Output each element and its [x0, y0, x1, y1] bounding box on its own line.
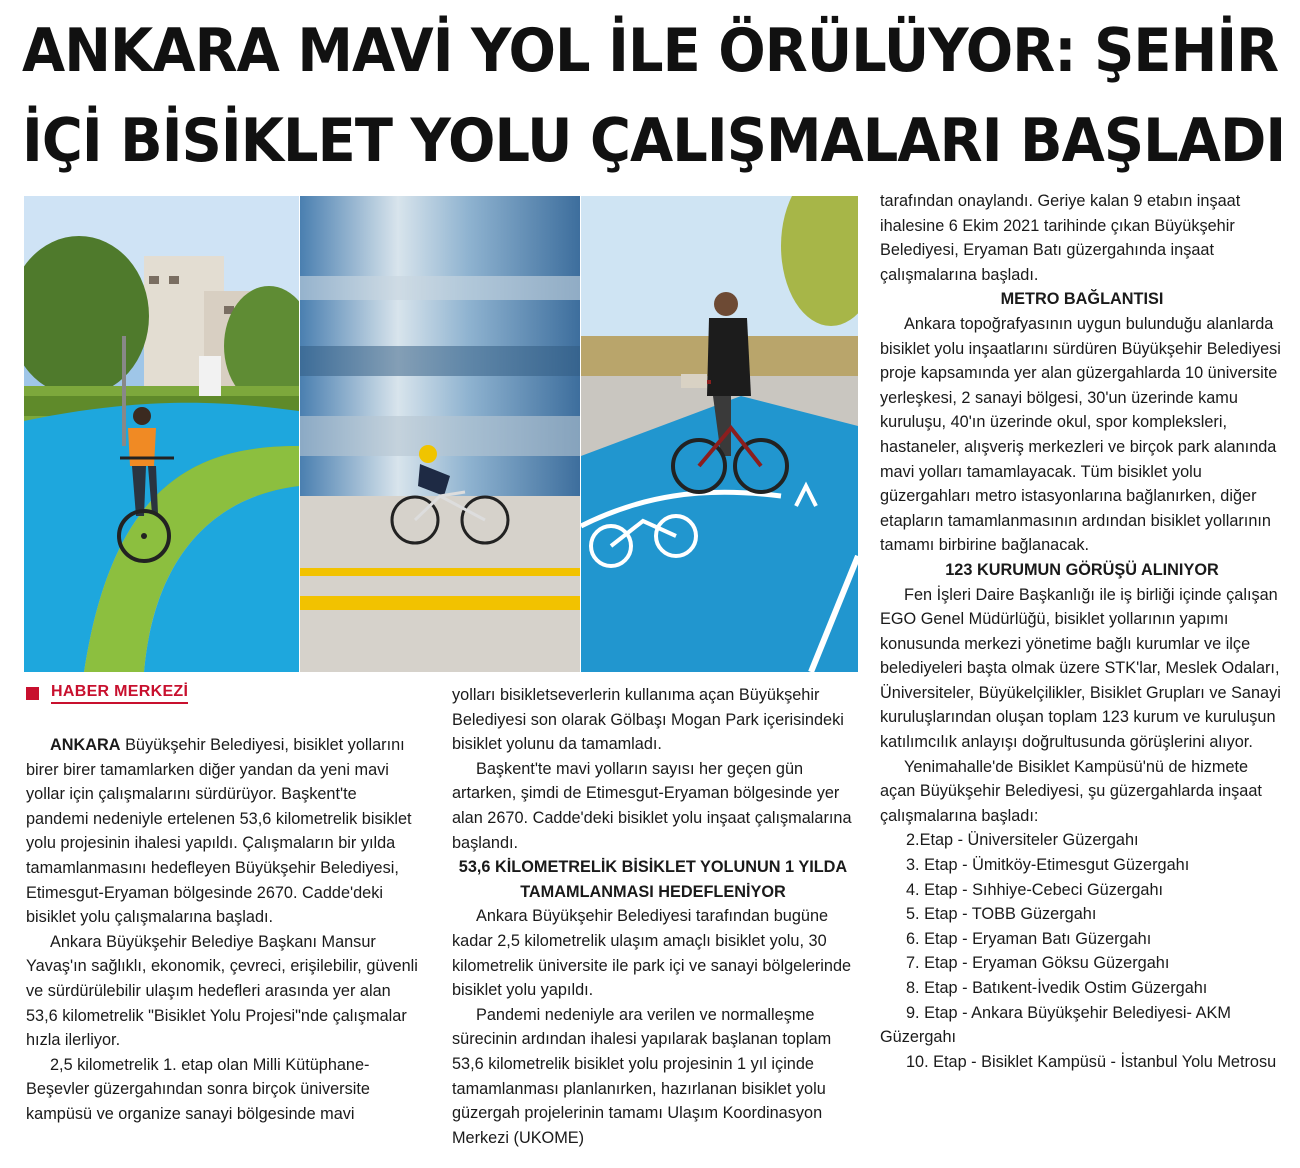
byline: [26, 682, 188, 704]
etap-item: 9. Etap - Ankara Büyükşehir Belediyesi- AKM Güzergahı: [880, 1003, 1231, 1047]
dateline: ANKARA: [50, 736, 121, 754]
byline-marker: [26, 687, 39, 700]
headline-line-1: ANKARA MAVİ YOL İLE ÖRÜLÜYOR: ŞEHİR: [22, 16, 1279, 86]
col1-paragraph-3: 2,5 kilometrelik 1. etap olan Milli Kütüphane-Beşevler güzergahından sonra birçok üniversite kampüsü ve organize sanayi bölgesinde mavi: [26, 1055, 370, 1123]
byline-text: HABER MERKEZİ: [51, 682, 188, 704]
col2-paragraph-3: Ankara Büyükşehir Belediyesi tarafından bugüne kadar 2,5 kilometrelik ulaşım amaçlı bisiklet yolu, 30 kilometrelik üniversite ile park içi ve sanayi bölgelerinde bisiklet yolu yapıldı.: [452, 907, 852, 1000]
cyclist-motion-blur-photo: [300, 196, 580, 672]
col3-paragraph-1: tarafından onaylandı. Geriye kalan 9 etabın inşaat ihalesine 6 Ekim 2021 tarihinde çıkan Büyükşehir Belediyesi, Eryaman Batı güzergahında inşaat çalışmalarına başladı.: [880, 192, 1241, 284]
etap-list: [880, 828, 1284, 1074]
etap-item: 8. Etap - Batıkent-İvedik Ostim Güzergahı: [906, 979, 1208, 997]
etap-item: 7. Etap - Eryaman Göksu Güzergahı: [906, 954, 1170, 973]
col3-subhead-123: 123 KURUMUN GÖRÜŞÜ ALINIYOR: [945, 560, 1219, 579]
etap-item: 4. Etap - Sıhhiye-Cebeci Güzergahı: [906, 880, 1164, 899]
cyclist-blue-lane-park-photo: [24, 196, 299, 672]
etap-item: 10. Etap - Bisiklet Kampüsü - İstanbul Yolu Metrosu: [906, 1052, 1277, 1071]
column-2: [452, 683, 854, 1150]
etap-item: 2.Etap - Üniversiteler Güzergahı: [906, 831, 1139, 850]
col2-subhead: 53,6 KİLOMETRELİK BİSİKLET YOLUNUN 1 YILDA TAMAMLANMASI HEDEFLENİYOR: [458, 858, 848, 901]
cyclist-bike-lane-marking-photo: [581, 196, 858, 672]
col1-paragraph-1-text: Büyükşehir Belediyesi, bisiklet yollarını birer birer tamamlarken diğer yandan da yeni mavi yollar için çalışmalarını sürdürüyor. Başkent'te pandemi nedeniyle ertelenen 53,6 kilometrelik bisiklet yolu projesinin ihalesi yapıldı. Çalışmaların bir yılda tamamlanmasını hedefleyen Büyükşehir Belediyesi, Etimesgut-Eryaman bölgesinde 2670. Cadde'deki bisiklet yolu çalışmalarına başladı.: [26, 736, 412, 927]
column-3: [880, 189, 1284, 1074]
col2-paragraph-2: Başkent'te mavi yolların sayısı her geçen gün artarken, şimdi de Etimesgut-Eryaman bölgesinde yer alan 2670. Cadde'deki bisiklet yolu inşaat çalışmalarına başlandı.: [452, 759, 852, 852]
col3-paragraph-2: Ankara topoğrafyasının uygun bulunduğu alanlarda bisiklet yolu inşaatlarını sürdüren Büyükşehir Belediyesi proje kapsamında yer alan güzergahlarda 10 üniversite yerleşkesi, 2 sanayi bölgesi, 30'un üzerinde kamu kuruluşu, 40'ın üzerinde okul, spor kompleksleri, hastaneler, alışveriş merkezleri ve birçok park alanında mavi yolları tamamlayacak. Tüm bisiklet yolu güzergahları metro istasyonlarına bağlanırken, diğer etapların tamamlanmasının ardından bisiklet yollarının tamamı birbirine bağlanacak.: [880, 314, 1281, 555]
etap-item: 6. Etap - Eryaman Batı Güzergahı: [906, 929, 1152, 948]
etap-item: 3. Etap - Ümitköy-Etimesgut Güzergahı: [906, 856, 1190, 875]
col1-paragraph-1: [26, 733, 423, 930]
headline-line-2: İÇİ BİSİKLET YOLU ÇALIŞMALARI BAŞLADI: [22, 106, 1286, 176]
headline: [22, 6, 1286, 186]
col3-subhead-metro: METRO BAĞLANTISI: [1000, 290, 1164, 309]
etap-item: 5. Etap - TOBB Güzergahı: [906, 905, 1097, 924]
column-1: [26, 733, 423, 1127]
col3-paragraph-4: Yenimahalle'de Bisiklet Kampüsü'nü de hizmete açan Büyükşehir Belediyesi, şu güzergahlarda inşaat çalışmalarına başladı:: [880, 757, 1262, 825]
col3-paragraph-3: Fen İşleri Daire Başkanlığı ile iş birliği içinde çalışan EGO Genel Müdürlüğü, bisiklet yollarının yapımı konusunda merkezi yönetime bağlı kurumlar ve ilçe belediyeleri başta olmak üzere STK'lar, Meslek Odaları, Üniversiteler, Büyükelçilikler, Bisiklet Grupları ve Sanayi kuruluşlarından oluşan toplam 123 kurum ve kuruluşun katılımcılık anlayışı doğrultusunda görüşlerini alıyor.: [880, 585, 1281, 752]
col2-paragraph-4: Pandemi nedeniyle ara verilen ve normalleşme sürecinin ardından ihalesi yapılarak başlanan toplam 53,6 kilometrelik bisiklet yolu projesinin 1 yıl içinde tamamlanması planlanırken, hazırlanan bisiklet yolu güzergah projelerinin tamamı Ulaşım Koordinasyon Merkezi (UKOME): [452, 1005, 832, 1147]
col1-paragraph-2: Ankara Büyükşehir Belediye Başkanı Mansur Yavaş'ın sağlıklı, ekonomik, çevreci, erişilebilir, güvenli ve sürdürülebilir ulaşım hedefleri arasında yer alan 53,6 kilometrelik "Bisiklet Yolu Projesi"nde çalışmalar hızla ilerliyor.: [26, 932, 418, 1050]
col2-paragraph-1: yolları bisikletseverlerin kullanıma açan Büyükşehir Belediyesi son olarak Gölbaşı Mogan Park içerisindeki bisiklet yolunu da tamamladı.: [452, 686, 844, 754]
